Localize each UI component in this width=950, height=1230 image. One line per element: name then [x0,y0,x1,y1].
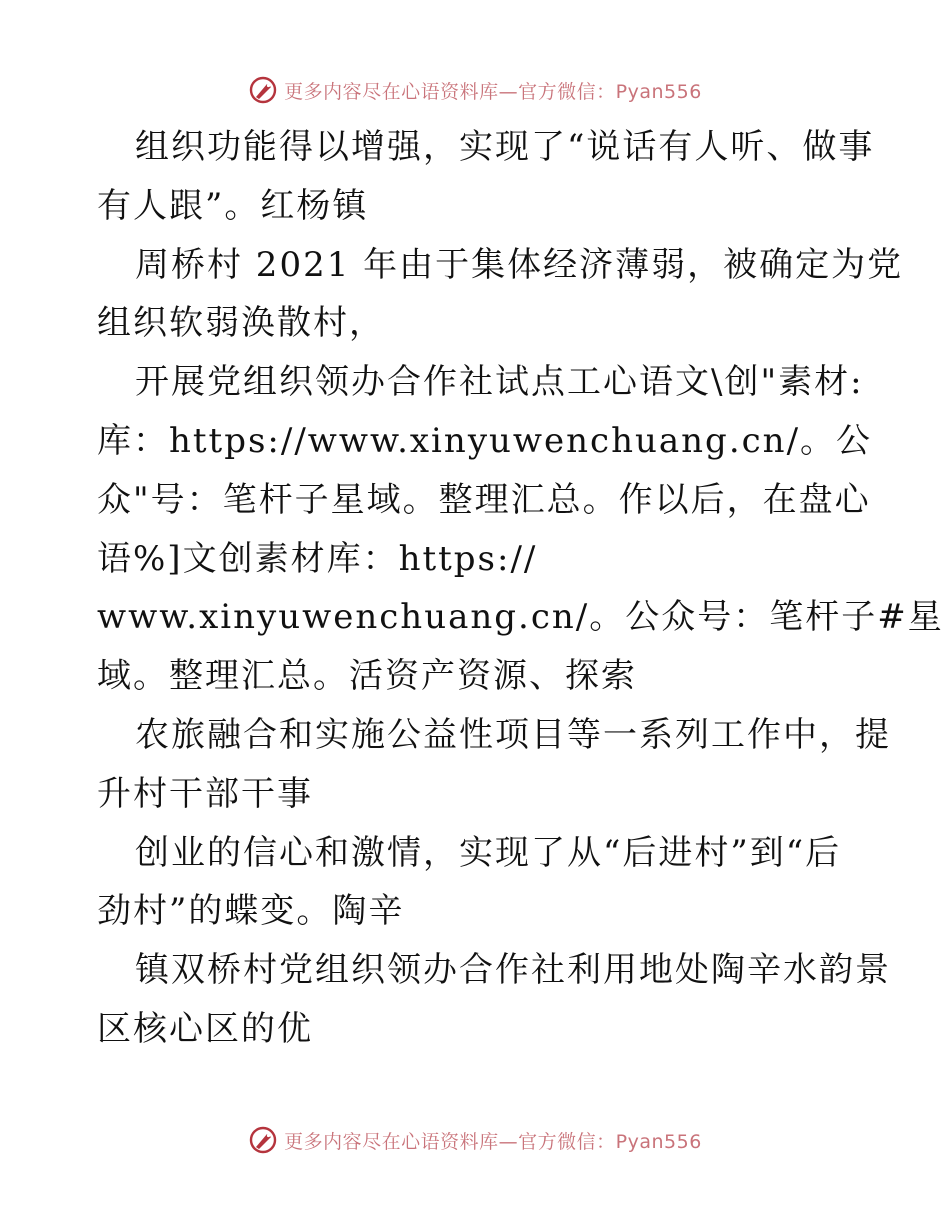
body-line: 组织软弱涣散村， [97,303,385,344]
footer-watermark-text: 更多内容尽在心语资料库—官方微信：Pyan556 [284,1130,702,1153]
body-line: 开展党组织领办合作社试点工心语文\创"素材: [135,362,864,403]
header-watermark [0,70,950,110]
body-line: 域。整理汇总。活资产资源、探索 [97,656,637,697]
document-body [97,118,944,1059]
body-line: 镇双桥村党组织领办合作社利用地处陶辛水韵景 [135,950,891,991]
header-watermark-text: 更多内容尽在心语资料库—官方微信：Pyan556 [284,80,702,103]
body-line: 区核心区的优 [97,1008,313,1049]
body-line: 众"号：笔杆子星域。整理汇总。作以后，在盘心 [97,479,871,520]
pen-nib-logo-icon [248,1125,278,1155]
body-line: 农旅融合和实施公益性项目等一系列工作中，提 [135,714,891,755]
body-line: 组织功能得以增强，实现了“说话有人听、做事 [135,127,875,167]
body-line: 创业的信心和激情，实现了从“后进村”到“后 [135,832,842,873]
body-line: 周桥村 2021 年由于集体经济薄弱，被确定为党 [135,244,904,285]
body-line: 语%]文创素材库：https:// [97,538,538,579]
body-line: 升村干部干事 [97,773,313,814]
body-line: 劲村”的蝶变。陶辛 [97,891,405,932]
footer-watermark [0,1120,950,1160]
body-line: 有人跟”。红杨镇 [97,185,369,226]
body-line: www.xinyuwenchuang.cn/。公众号：笔杆子#星 [97,597,944,638]
body-line: 库：https://www.xinyuwenchuang.cn/。公 [97,420,873,461]
pen-nib-logo-icon [248,75,278,105]
